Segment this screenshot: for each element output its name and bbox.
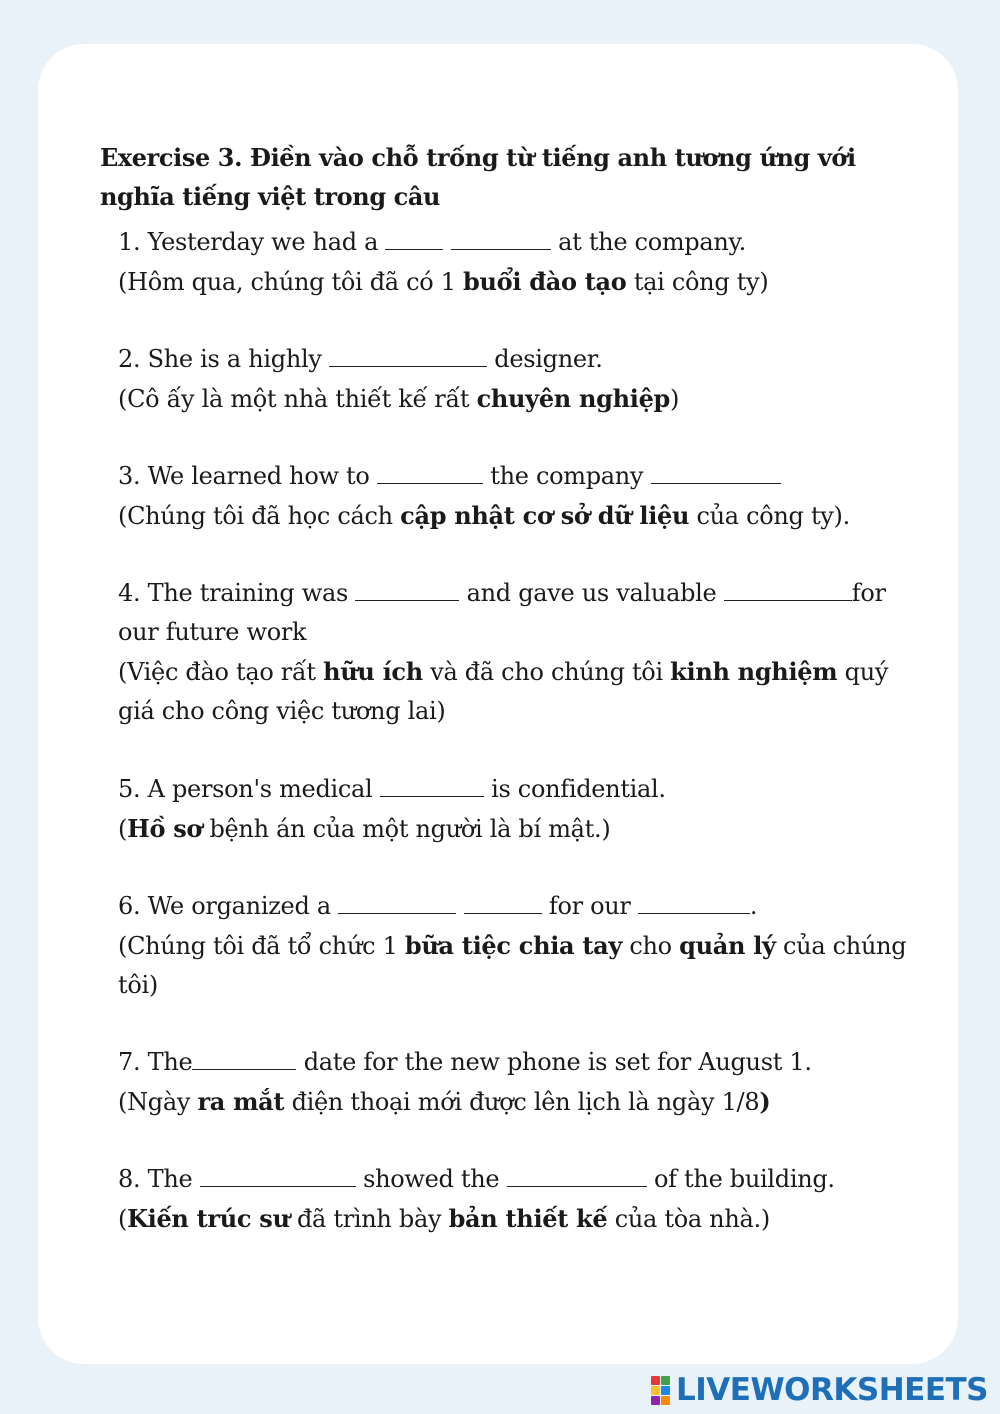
logo-square: [661, 1396, 670, 1405]
liveworksheets-brand: LIVEWORKSHEETS: [676, 1372, 988, 1408]
vietnamese-text: và đã cho chúng tôi: [422, 658, 671, 686]
english-sentence: [118, 223, 908, 262]
vietnamese-text: của công ty).: [689, 502, 850, 530]
english-text: 8. The: [118, 1165, 200, 1193]
english-text: date for the new phone is set for August 1.: [296, 1048, 812, 1076]
exercise-title: Exercise 3. Điền vào chỗ trống từ tiếng anh tương ứng với nghĩa tiếng việt trong câu: [100, 143, 856, 211]
english-text: for our: [541, 892, 638, 920]
english-text: .: [749, 892, 758, 920]
english-sentence: [118, 887, 908, 926]
keyword-bold: cập nhật cơ sở dữ liệu: [400, 501, 690, 530]
english-text: of the building.: [646, 1165, 835, 1193]
answer-blank[interactable]: [377, 461, 483, 484]
english-sentence: [118, 574, 908, 652]
answer-blank[interactable]: [200, 1164, 356, 1187]
liveworksheets-footer: [651, 1372, 988, 1408]
logo-square: [661, 1376, 670, 1385]
exercise-item-7: [118, 1043, 908, 1122]
answer-blank[interactable]: [507, 1164, 647, 1187]
vietnamese-translation: [118, 809, 908, 849]
english-text: the company: [482, 462, 651, 490]
exercise-item-8: [118, 1160, 908, 1239]
answer-blank[interactable]: [451, 227, 551, 250]
vietnamese-text: (Ngày: [118, 1088, 198, 1116]
english-text: showed the: [355, 1165, 507, 1193]
keyword-bold: ra mắt: [197, 1087, 285, 1116]
logo-square: [651, 1396, 660, 1405]
vietnamese-translation: [118, 652, 908, 731]
answer-blank[interactable]: [355, 578, 459, 601]
keyword-bold: kinh nghiệm: [670, 657, 838, 686]
vietnamese-translation: [118, 496, 908, 536]
english-text: 5. A person's medical: [118, 775, 380, 803]
exercise-item-6: [118, 887, 908, 1005]
vietnamese-translation: [118, 379, 908, 419]
vietnamese-text: điện thoại mới được lên lịch là ngày 1/8: [284, 1088, 760, 1116]
answer-blank[interactable]: [638, 891, 750, 914]
english-text: 2. She is a highly: [118, 345, 329, 373]
answer-blank[interactable]: [192, 1047, 296, 1070]
exercise-item-2: [118, 340, 908, 419]
english-text: 4. The training was: [118, 579, 356, 607]
english-text: 7. The: [118, 1048, 193, 1076]
vietnamese-text: (Chúng tôi đã học cách: [118, 502, 401, 530]
keyword-bold: bản thiết kế: [448, 1204, 608, 1233]
keyword-bold: bữa tiệc chia tay: [404, 931, 623, 960]
keyword-bold: ): [759, 1087, 771, 1116]
english-sentence: [118, 1160, 908, 1199]
vietnamese-text: (Chúng tôi đã tổ chức 1: [118, 932, 405, 960]
vietnamese-text: quý giá cho công việc tương lai): [118, 658, 889, 725]
logo-square: [651, 1386, 660, 1395]
exercise-item-5: [118, 770, 908, 849]
answer-blank[interactable]: [724, 578, 852, 601]
vietnamese-translation: [118, 262, 908, 302]
exercise-item-1: [118, 223, 908, 302]
vietnamese-translation: [118, 1199, 908, 1239]
english-text: 3. We learned how to: [118, 462, 377, 490]
answer-blank[interactable]: [385, 227, 443, 250]
vietnamese-text: bệnh án của một người là bí mật.): [202, 815, 611, 843]
english-text: for our future work: [118, 579, 886, 646]
answer-blank[interactable]: [651, 461, 781, 484]
keyword-bold: hữu ích: [323, 657, 423, 686]
english-sentence: [118, 1043, 908, 1082]
keyword-bold: Kiến trúc sư: [127, 1204, 290, 1233]
vietnamese-text: cho: [622, 932, 680, 960]
exercise-item-3: [118, 457, 908, 536]
vietnamese-text: ): [670, 385, 680, 413]
liveworksheets-logo-icon: [651, 1376, 670, 1405]
answer-blank[interactable]: [338, 891, 456, 914]
answer-blank[interactable]: [329, 344, 487, 367]
keyword-bold: buổi đào tạo: [463, 267, 627, 296]
answer-blank[interactable]: [464, 891, 542, 914]
english-text: 1. Yesterday we had a: [118, 228, 386, 256]
vietnamese-text: của chúng tôi): [118, 932, 907, 999]
vietnamese-translation: [118, 926, 908, 1005]
english-text: 6. We organized a: [118, 892, 339, 920]
vietnamese-text: (: [118, 815, 128, 843]
vietnamese-text: (: [118, 1205, 128, 1233]
english-text: [456, 892, 463, 920]
keyword-bold: chuyên nghiệp: [476, 384, 671, 413]
english-text: and gave us valuable: [459, 579, 724, 607]
answer-blank[interactable]: [380, 774, 484, 797]
logo-square: [651, 1376, 660, 1385]
english-text: at the company.: [550, 228, 746, 256]
exercise-item-4: [118, 574, 908, 731]
vietnamese-text: (Việc đào tạo rất: [118, 658, 324, 686]
vietnamese-translation: [118, 1082, 908, 1122]
logo-square: [661, 1386, 670, 1395]
vietnamese-text: đã trình bày: [289, 1205, 449, 1233]
vietnamese-text: (Hôm qua, chúng tôi đã có 1: [118, 268, 464, 296]
english-sentence: [118, 457, 908, 496]
english-text: [443, 228, 450, 256]
english-sentence: [118, 340, 908, 379]
keyword-bold: quản lý: [679, 931, 776, 960]
english-sentence: [118, 770, 908, 809]
english-text: designer.: [486, 345, 603, 373]
keyword-bold: Hồ sơ: [127, 814, 203, 843]
english-text: is confidential.: [483, 775, 666, 803]
vietnamese-text: của tòa nhà.): [607, 1205, 770, 1233]
vietnamese-text: (Cô ấy là một nhà thiết kế rất: [118, 385, 477, 413]
vietnamese-text: tại công ty): [626, 268, 769, 296]
